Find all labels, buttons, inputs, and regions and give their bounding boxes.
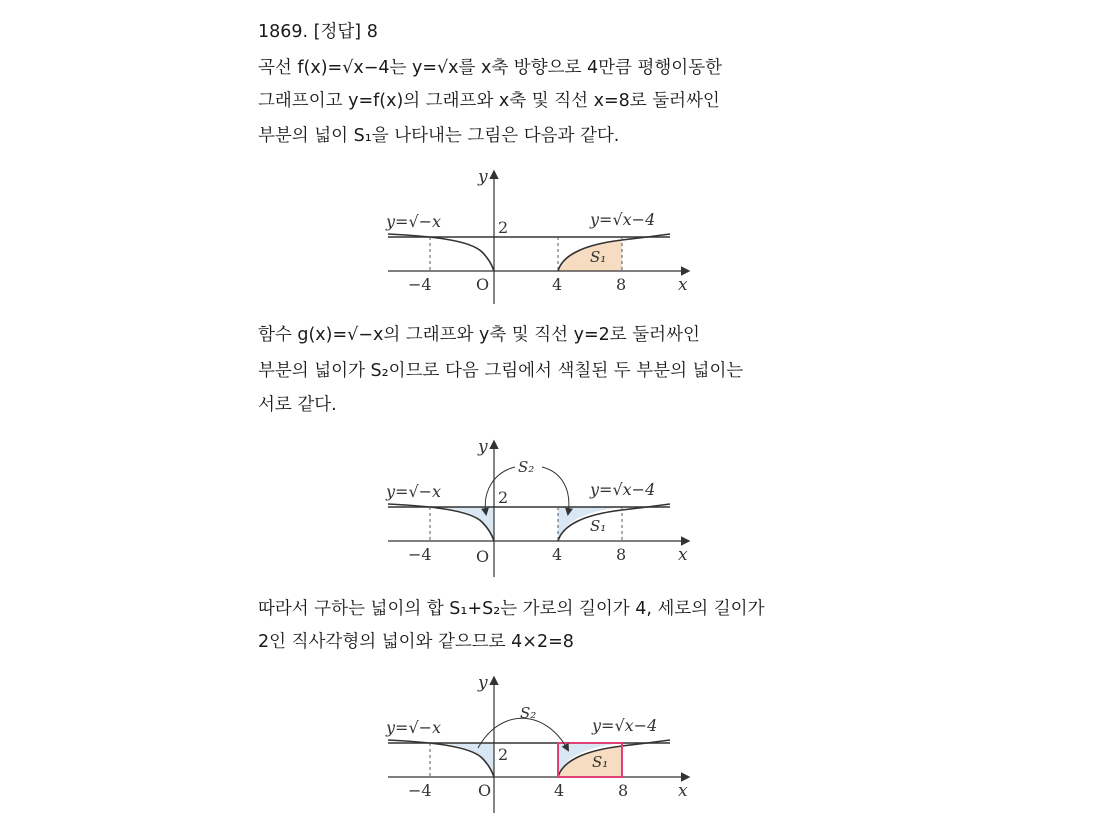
label-4: 4 (552, 545, 563, 564)
y-axis-label: y (478, 167, 488, 187)
para2-line2: 부분의 넓이가 S₂이므로 다음 그림에서 색칠된 두 부분의 넓이는 (258, 361, 744, 381)
left-curve-label: y=√−x (386, 212, 442, 231)
origin-label: O (476, 547, 490, 566)
label-2: 2 (498, 218, 509, 237)
label-2: 2 (498, 488, 509, 507)
origin-label: O (478, 781, 492, 800)
para2-line3: 서로 같다. (258, 395, 337, 415)
para1-line2: 그래프이고 y=f(x)의 그래프와 x축 및 직선 x=8로 둘러싸인 (258, 91, 720, 111)
origin-label: O (476, 275, 490, 294)
para1-line1: 곡선 f(x)=√x−4는 y=√x를 x축 방향으로 4만큼 평행이동한 (258, 58, 723, 78)
s2-label: S₂ (520, 704, 537, 722)
right-curve-label: y=√x−4 (590, 480, 656, 499)
left-curve-label: y=√−x (386, 482, 442, 501)
y-axis-label: y (478, 673, 488, 693)
para2-line1: 함수 g(x)=√−x의 그래프와 y축 및 직선 y=2로 둘러싸인 (258, 325, 700, 345)
right-curve-label: y=√x−4 (590, 210, 656, 229)
para1-line3: 부분의 넓이 S₁을 나타내는 그림은 다음과 같다. (258, 126, 620, 146)
label-minus4: −4 (408, 275, 432, 294)
label-8: 8 (616, 545, 627, 564)
x-axis-label: x (678, 545, 688, 565)
figure-2 (370, 432, 710, 582)
x-axis-label: x (678, 781, 688, 801)
answer-header: 1869. [정답] 8 (258, 22, 378, 42)
label-minus4: −4 (408, 781, 432, 800)
figure-1 (370, 162, 710, 312)
s1-label: S₁ (590, 248, 607, 266)
label-4: 4 (552, 275, 563, 294)
s1-label: S₁ (592, 753, 609, 771)
label-2: 2 (498, 745, 509, 764)
s1-label: S₁ (590, 517, 607, 535)
figure-3 (370, 668, 710, 818)
left-curve (388, 234, 494, 271)
left-curve-label: y=√−x (386, 718, 442, 737)
para3-line1: 따라서 구하는 넓이의 합 S₁+S₂는 가로의 길이가 4, 세로의 길이가 (258, 599, 765, 619)
para3-line2: 2인 직사각형의 넓이와 같으므로 4×2=8 (258, 632, 574, 652)
label-4: 4 (554, 781, 565, 800)
right-curve-label: y=√x−4 (592, 716, 658, 735)
label-minus4: −4 (408, 545, 432, 564)
label-8: 8 (616, 275, 627, 294)
s2-label: S₂ (518, 458, 535, 476)
y-axis-label: y (478, 437, 488, 457)
x-axis-label: x (678, 275, 688, 295)
label-8: 8 (618, 781, 629, 800)
